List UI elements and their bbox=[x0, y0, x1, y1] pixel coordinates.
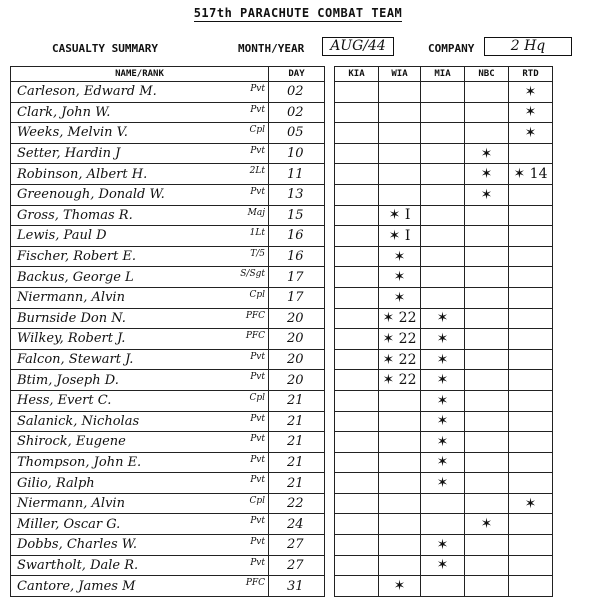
nbc-mark bbox=[465, 370, 509, 391]
wia-mark: ✶ 22 bbox=[379, 308, 421, 329]
kia-mark bbox=[335, 287, 379, 308]
wia-mark bbox=[379, 390, 421, 411]
table-row bbox=[11, 349, 553, 370]
table-row bbox=[11, 82, 553, 103]
day-cell: 20 bbox=[269, 349, 325, 370]
table-row bbox=[11, 184, 553, 205]
table-row bbox=[11, 226, 553, 247]
name-text: Falcon, Stewart J. bbox=[17, 352, 134, 368]
name-text: Btim, Joseph D. bbox=[17, 372, 119, 388]
nbc-mark bbox=[465, 308, 509, 329]
kia-mark bbox=[335, 267, 379, 288]
name-cell bbox=[11, 246, 269, 267]
wia-mark: ✶ bbox=[379, 576, 421, 597]
col-day: DAY bbox=[269, 67, 325, 82]
day-cell: 22 bbox=[269, 493, 325, 514]
company-label: COMPANY bbox=[428, 42, 475, 55]
name-text: Shirock, Eugene bbox=[17, 434, 126, 450]
wia-mark: ✶ 22 bbox=[379, 329, 421, 350]
kia-mark bbox=[335, 123, 379, 144]
rtd-mark bbox=[509, 432, 553, 453]
mia-mark bbox=[421, 246, 465, 267]
rank-text: 2Lt bbox=[249, 166, 265, 177]
rank-text: S/Sgt bbox=[240, 269, 265, 280]
rank-text: Pvt bbox=[250, 372, 265, 383]
name-cell bbox=[11, 390, 269, 411]
day-cell: 11 bbox=[269, 164, 325, 185]
table-row bbox=[11, 473, 553, 494]
name-cell bbox=[11, 205, 269, 226]
wia-mark bbox=[379, 184, 421, 205]
month-year-label: MONTH/YEAR bbox=[238, 42, 305, 55]
kia-mark bbox=[335, 329, 379, 350]
mia-mark bbox=[421, 493, 465, 514]
col-nbc: NBC bbox=[465, 67, 509, 82]
nbc-mark bbox=[465, 82, 509, 103]
name-text: Setter, Hardin J bbox=[17, 146, 121, 162]
name-cell bbox=[11, 452, 269, 473]
name-cell bbox=[11, 514, 269, 535]
kia-mark bbox=[335, 246, 379, 267]
mia-mark bbox=[421, 514, 465, 535]
nbc-mark bbox=[465, 267, 509, 288]
name-cell bbox=[11, 493, 269, 514]
casualty-table bbox=[10, 66, 553, 597]
rtd-mark: ✶ bbox=[509, 123, 553, 144]
wia-mark bbox=[379, 123, 421, 144]
name-cell bbox=[11, 349, 269, 370]
rtd-mark bbox=[509, 287, 553, 308]
kia-mark bbox=[335, 370, 379, 391]
name-text: Clark, John W. bbox=[17, 104, 111, 120]
table-row bbox=[11, 493, 553, 514]
name-text: Cantore, James M bbox=[17, 578, 136, 594]
table-row bbox=[11, 411, 553, 432]
rtd-mark bbox=[509, 390, 553, 411]
rank-text: Pvt bbox=[250, 351, 265, 362]
name-text: Greenough, Donald W. bbox=[17, 187, 165, 203]
rank-text: Pvt bbox=[250, 186, 265, 197]
name-cell bbox=[11, 164, 269, 185]
wia-mark bbox=[379, 452, 421, 473]
kia-mark bbox=[335, 308, 379, 329]
nbc-mark bbox=[465, 226, 509, 247]
day-cell: 05 bbox=[269, 123, 325, 144]
table-row bbox=[11, 267, 553, 288]
rank-text: PFC bbox=[245, 331, 265, 342]
mia-mark bbox=[421, 82, 465, 103]
mia-mark bbox=[421, 123, 465, 144]
nbc-mark bbox=[465, 452, 509, 473]
kia-mark bbox=[335, 576, 379, 597]
wia-mark bbox=[379, 411, 421, 432]
kia-mark bbox=[335, 473, 379, 494]
wia-mark bbox=[379, 164, 421, 185]
rtd-mark bbox=[509, 349, 553, 370]
rank-text: Pvt bbox=[250, 454, 265, 465]
name-cell bbox=[11, 329, 269, 350]
day-cell: 17 bbox=[269, 267, 325, 288]
nbc-mark bbox=[465, 473, 509, 494]
nbc-mark bbox=[465, 576, 509, 597]
wia-mark bbox=[379, 493, 421, 514]
col-mia: MIA bbox=[421, 67, 465, 82]
table-row bbox=[11, 452, 553, 473]
rtd-mark bbox=[509, 143, 553, 164]
col-name-rank: NAME/RANK bbox=[11, 67, 269, 82]
mia-mark: ✶ bbox=[421, 370, 465, 391]
rtd-mark: ✶ 14 bbox=[509, 164, 553, 185]
name-cell bbox=[11, 102, 269, 123]
mia-mark bbox=[421, 226, 465, 247]
rank-text: T/5 bbox=[250, 248, 265, 259]
rank-text: Pvt bbox=[250, 434, 265, 445]
wia-mark: ✶ 22 bbox=[379, 370, 421, 391]
nbc-mark bbox=[465, 349, 509, 370]
rank-text: Cpl bbox=[249, 495, 265, 506]
day-cell: 21 bbox=[269, 432, 325, 453]
nbc-mark: ✶ bbox=[465, 514, 509, 535]
name-cell bbox=[11, 82, 269, 103]
mia-mark bbox=[421, 143, 465, 164]
day-cell: 10 bbox=[269, 143, 325, 164]
day-cell: 31 bbox=[269, 576, 325, 597]
mia-mark bbox=[421, 184, 465, 205]
rtd-mark bbox=[509, 370, 553, 391]
day-cell: 20 bbox=[269, 308, 325, 329]
wia-mark bbox=[379, 555, 421, 576]
rtd-mark bbox=[509, 473, 553, 494]
day-cell: 21 bbox=[269, 452, 325, 473]
name-cell bbox=[11, 123, 269, 144]
rank-text: Pvt bbox=[250, 557, 265, 568]
kia-mark bbox=[335, 349, 379, 370]
name-text: Lewis, Paul D bbox=[17, 228, 107, 244]
rank-text: Maj bbox=[247, 207, 265, 218]
mia-mark bbox=[421, 267, 465, 288]
day-cell: 27 bbox=[269, 555, 325, 576]
kia-mark bbox=[335, 226, 379, 247]
name-cell bbox=[11, 432, 269, 453]
nbc-mark: ✶ bbox=[465, 184, 509, 205]
kia-mark bbox=[335, 164, 379, 185]
wia-mark bbox=[379, 143, 421, 164]
table-row bbox=[11, 164, 553, 185]
name-cell bbox=[11, 184, 269, 205]
rtd-mark: ✶ bbox=[509, 493, 553, 514]
rtd-mark bbox=[509, 411, 553, 432]
day-cell: 21 bbox=[269, 473, 325, 494]
name-text: Robinson, Albert H. bbox=[17, 166, 148, 182]
nbc-mark bbox=[465, 555, 509, 576]
mia-mark: ✶ bbox=[421, 349, 465, 370]
name-text: Niermann, Alvin bbox=[17, 496, 125, 512]
table-row bbox=[11, 576, 553, 597]
name-text: Dobbs, Charles W. bbox=[17, 537, 137, 553]
wia-mark bbox=[379, 473, 421, 494]
name-text: Gilio, Ralph bbox=[17, 475, 95, 491]
name-cell bbox=[11, 143, 269, 164]
rtd-mark: ✶ bbox=[509, 102, 553, 123]
rtd-mark bbox=[509, 184, 553, 205]
name-cell bbox=[11, 576, 269, 597]
nbc-mark bbox=[465, 432, 509, 453]
table-row bbox=[11, 555, 553, 576]
name-cell bbox=[11, 308, 269, 329]
rtd-mark bbox=[509, 535, 553, 556]
day-cell: 21 bbox=[269, 390, 325, 411]
name-text: Backus, George L bbox=[17, 269, 134, 285]
header-row bbox=[11, 67, 553, 82]
kia-mark bbox=[335, 555, 379, 576]
nbc-mark bbox=[465, 390, 509, 411]
mia-mark bbox=[421, 287, 465, 308]
rtd-mark: ✶ bbox=[509, 82, 553, 103]
table-row bbox=[11, 287, 553, 308]
nbc-mark bbox=[465, 493, 509, 514]
kia-mark bbox=[335, 143, 379, 164]
wia-mark bbox=[379, 102, 421, 123]
day-cell: 21 bbox=[269, 411, 325, 432]
name-cell bbox=[11, 287, 269, 308]
form-title: 517th PARACHUTE COMBAT TEAM bbox=[193, 6, 403, 20]
table-row bbox=[11, 246, 553, 267]
name-cell bbox=[11, 555, 269, 576]
rtd-mark bbox=[509, 205, 553, 226]
wia-mark bbox=[379, 82, 421, 103]
kia-mark bbox=[335, 184, 379, 205]
nbc-mark bbox=[465, 205, 509, 226]
nbc-mark bbox=[465, 329, 509, 350]
col-rtd: RTD bbox=[509, 67, 553, 82]
day-cell: 27 bbox=[269, 535, 325, 556]
company-value: 2 Hq bbox=[484, 37, 572, 56]
mia-mark bbox=[421, 576, 465, 597]
mia-mark: ✶ bbox=[421, 452, 465, 473]
nbc-mark: ✶ bbox=[465, 143, 509, 164]
wia-mark: ✶ I bbox=[379, 226, 421, 247]
name-text: Weeks, Melvin V. bbox=[17, 125, 128, 141]
nbc-mark bbox=[465, 102, 509, 123]
kia-mark bbox=[335, 205, 379, 226]
mia-mark bbox=[421, 102, 465, 123]
name-text: Miller, Oscar G. bbox=[17, 516, 121, 532]
table-row bbox=[11, 514, 553, 535]
table-row bbox=[11, 329, 553, 350]
rank-text: Pvt bbox=[250, 145, 265, 156]
name-text: Swartholt, Dale R. bbox=[17, 557, 139, 573]
kia-mark bbox=[335, 514, 379, 535]
mia-mark: ✶ bbox=[421, 555, 465, 576]
rank-text: Pvt bbox=[250, 104, 265, 115]
name-cell bbox=[11, 267, 269, 288]
rank-text: Cpl bbox=[249, 392, 265, 403]
name-text: Burnside Don N. bbox=[17, 310, 126, 326]
table-row bbox=[11, 143, 553, 164]
name-text: Salanick, Nicholas bbox=[17, 413, 140, 429]
rank-text: PFC bbox=[245, 578, 265, 589]
rank-text: Pvt bbox=[250, 413, 265, 424]
rank-text: Pvt bbox=[250, 84, 265, 94]
name-text: Gross, Thomas R. bbox=[17, 207, 133, 223]
nbc-mark bbox=[465, 411, 509, 432]
name-text: Thompson, John E. bbox=[17, 454, 142, 470]
name-cell bbox=[11, 226, 269, 247]
nbc-mark: ✶ bbox=[465, 164, 509, 185]
rank-text: Pvt bbox=[250, 475, 265, 486]
mia-mark bbox=[421, 164, 465, 185]
name-text: Carleson, Edward M. bbox=[17, 84, 157, 100]
kia-mark bbox=[335, 432, 379, 453]
rtd-mark bbox=[509, 308, 553, 329]
wia-mark: ✶ bbox=[379, 287, 421, 308]
rtd-mark bbox=[509, 226, 553, 247]
kia-mark bbox=[335, 102, 379, 123]
mia-mark: ✶ bbox=[421, 411, 465, 432]
rtd-mark bbox=[509, 246, 553, 267]
wia-mark: ✶ bbox=[379, 267, 421, 288]
table-row bbox=[11, 123, 553, 144]
name-cell bbox=[11, 473, 269, 494]
day-cell: 20 bbox=[269, 370, 325, 391]
name-text: Fischer, Robert E. bbox=[17, 249, 137, 265]
month-year-value: AUG/44 bbox=[322, 37, 394, 56]
rank-text: 1Lt bbox=[249, 228, 265, 239]
mia-mark: ✶ bbox=[421, 390, 465, 411]
mia-mark: ✶ bbox=[421, 329, 465, 350]
mia-mark: ✶ bbox=[421, 473, 465, 494]
nbc-mark bbox=[465, 287, 509, 308]
day-cell: 16 bbox=[269, 226, 325, 247]
wia-mark bbox=[379, 535, 421, 556]
day-cell: 15 bbox=[269, 205, 325, 226]
summary-label: CASUALTY SUMMARY bbox=[52, 42, 158, 55]
kia-mark bbox=[335, 535, 379, 556]
col-wia: WIA bbox=[379, 67, 421, 82]
wia-mark bbox=[379, 514, 421, 535]
rank-text: Cpl bbox=[249, 289, 265, 300]
wia-mark: ✶ I bbox=[379, 205, 421, 226]
rtd-mark bbox=[509, 452, 553, 473]
name-cell bbox=[11, 535, 269, 556]
wia-mark: ✶ 22 bbox=[379, 349, 421, 370]
table-row bbox=[11, 205, 553, 226]
kia-mark bbox=[335, 82, 379, 103]
rtd-mark bbox=[509, 267, 553, 288]
rtd-mark bbox=[509, 576, 553, 597]
col-kia: KIA bbox=[335, 67, 379, 82]
rank-text: Pvt bbox=[250, 537, 265, 548]
nbc-mark bbox=[465, 123, 509, 144]
day-cell: 16 bbox=[269, 246, 325, 267]
nbc-mark bbox=[465, 246, 509, 267]
name-text: Hess, Evert C. bbox=[17, 393, 112, 409]
wia-mark: ✶ bbox=[379, 246, 421, 267]
kia-mark bbox=[335, 411, 379, 432]
kia-mark bbox=[335, 493, 379, 514]
mia-mark: ✶ bbox=[421, 535, 465, 556]
rtd-mark bbox=[509, 329, 553, 350]
day-cell: 24 bbox=[269, 514, 325, 535]
mia-mark bbox=[421, 205, 465, 226]
table-row bbox=[11, 390, 553, 411]
name-text: Niermann, Alvin bbox=[17, 290, 125, 306]
day-cell: 20 bbox=[269, 329, 325, 350]
table-row bbox=[11, 370, 553, 391]
rank-text: Cpl bbox=[249, 125, 265, 136]
rtd-mark bbox=[509, 514, 553, 535]
table-row bbox=[11, 432, 553, 453]
table-row bbox=[11, 102, 553, 123]
mia-mark: ✶ bbox=[421, 308, 465, 329]
kia-mark bbox=[335, 452, 379, 473]
rank-text: PFC bbox=[245, 310, 265, 321]
day-cell: 13 bbox=[269, 184, 325, 205]
name-text: Wilkey, Robert J. bbox=[17, 331, 126, 347]
rtd-mark bbox=[509, 555, 553, 576]
table-row bbox=[11, 308, 553, 329]
wia-mark bbox=[379, 432, 421, 453]
table-row bbox=[11, 535, 553, 556]
rank-text: Pvt bbox=[250, 516, 265, 527]
nbc-mark bbox=[465, 535, 509, 556]
day-cell: 17 bbox=[269, 287, 325, 308]
name-cell bbox=[11, 370, 269, 391]
day-cell: 02 bbox=[269, 82, 325, 103]
day-cell: 02 bbox=[269, 102, 325, 123]
name-cell bbox=[11, 411, 269, 432]
mia-mark: ✶ bbox=[421, 432, 465, 453]
kia-mark bbox=[335, 390, 379, 411]
